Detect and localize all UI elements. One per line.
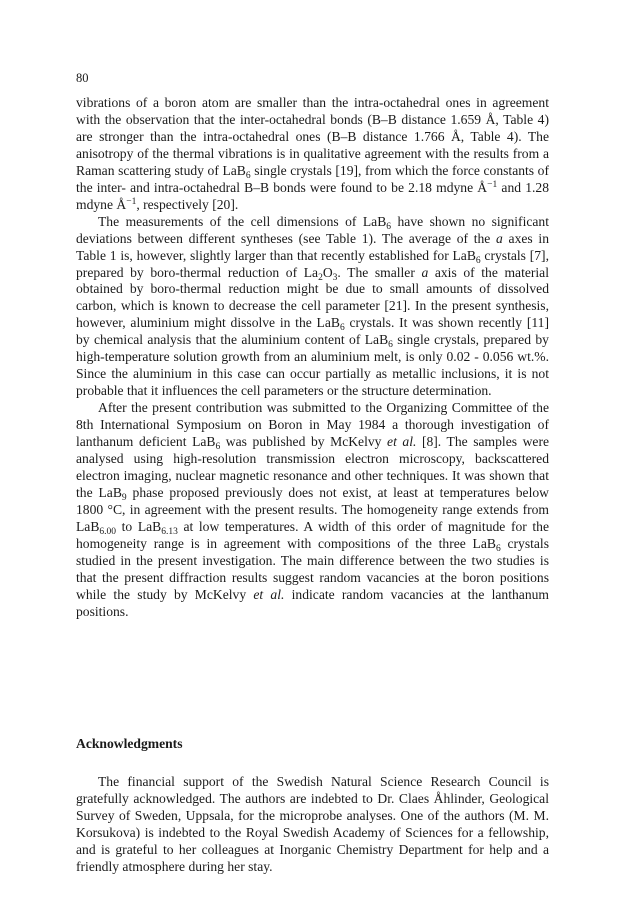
superscript: −1 [487,179,498,190]
text-run: indicate random vacancies at the lanthanum positions. [76,586,549,619]
italic-text: a [496,230,503,246]
text-run: single crystals, prepared by high-temperature solution growth from an aluminium melt, is only 0.02 - 0.056 wt.%. Since the aluminium in this case can occur partially as metallic inclusions, it is not probable that it influences the cell parameters or the structure determination. [76,332,549,399]
subscript: 3 [332,272,338,283]
text-run: After the present contribution was submitted to the Organizing Committee of the 8th International Symposium on Boron in May 1984 a thorough investigation of lanthanum deficient LaB [76,400,549,450]
text-run: vibrations of a boron atom are smaller than the intra-octahedral ones in agreement with the observation that the inter-octahedral bonds (B–B distance 1.659 Å, Table 4) are stronger than the intra-octahedral ones (B–B distance 1.766 Å, Table 4). The anisotropy of the thermal vibrations is in qualitative agreement with the results from a Raman scattering study of LaB [76,95,549,178]
page-number: 80 [76,71,89,85]
text-run: crystals studied in the present investigation. The main difference between the two studies is that the present diffraction results suggest random vacancies at the boron positions while the study by McKelvy [76,535,549,602]
subscript: 6 [386,221,392,232]
subscript: 6 [495,543,501,554]
text-run: crystals. It was shown recently [11] by chemical analysis that the aluminium content of LaB [76,315,549,348]
subscript: 6 [215,442,221,453]
subscript: 6 [245,170,251,181]
subscript: 6.13 [161,526,178,537]
italic-text: et al. [387,434,417,450]
italic-text: et al. [253,586,285,602]
text-run: The measurements of the cell dimensions of LaB [98,213,387,229]
superscript: −1 [126,196,137,207]
text-run: was published by McKelvy [220,434,388,450]
text-run: at low temperatures. A width of this order of magnitude for the homogeneity range is in agreement with compositions of the three LaB [76,518,550,551]
text-run: axes in Table 1 is, however, slightly larger than that recently established for LaB [76,230,549,263]
text-run: , respectively [20]. [136,196,239,212]
text-run: crystals [7], prepared by boro-thermal reduction of La [76,247,549,280]
subscript: 6 [388,340,393,351]
text-run: and 1.28 mdyne Å [76,179,550,212]
acknowledgments-section [76,774,549,876]
subscript: 2 [318,272,323,283]
subscript: 6 [339,323,345,334]
text-run: single crystals [19], from which the force constants of the inter- and intra-octahedral B–B bonds were found to be 2.18 mdyne Å [76,162,549,195]
paragraph-1 [76,95,549,214]
text-run: axis of the material obtained by boro-thermal reduction might be due to small amounts of dissolved carbon, which is known to decrease the cell parameter [21]. In the present synthesis, however, aluminium might dissolve in the LaB [76,264,549,331]
paragraph-3 [76,400,549,620]
subscript: 9 [121,492,127,503]
text-run: [8]. The samples were analysed using high-resolution transmission electron microscopy, backscattered electron imaging, nuclear magnetic resonance and other techniques. It was shown that the LaB [76,434,550,500]
subscript: 6.00 [99,526,117,537]
acknowledgments-heading: Acknowledgments [76,736,183,751]
subscript: 6 [475,255,481,266]
text-run: have shown no significant deviations between different syntheses (see Table 1). The average of the [76,213,550,246]
acknowledgments-paragraph: The financial support of the Swedish Natural Science Research Council is gratefully acknowledged. The authors are indebted to Dr. Claes Åhlinder, Geological Survey of Sweden, Uppsala, for the microprobe analyses. One of the authors (M. M. Korsukova) is indebted to the Royal Swedish Academy of Sciences for a fellowship, and is grateful to her colleagues at Inorganic Chemistry Department for help and a friendly atmosphere during her stay. [76,774,549,874]
text-run: phase proposed previously does not exist, at least at temperatures below 1800 °C, in agreement with the present results. The homogeneity range extends from LaB [76,484,549,534]
text-run: to LaB [116,518,162,534]
paragraph-2 [76,214,549,400]
text-run: O [322,264,333,280]
body-text [76,95,549,621]
text-run: . The smaller [337,264,422,280]
italic-text: a [421,264,429,280]
